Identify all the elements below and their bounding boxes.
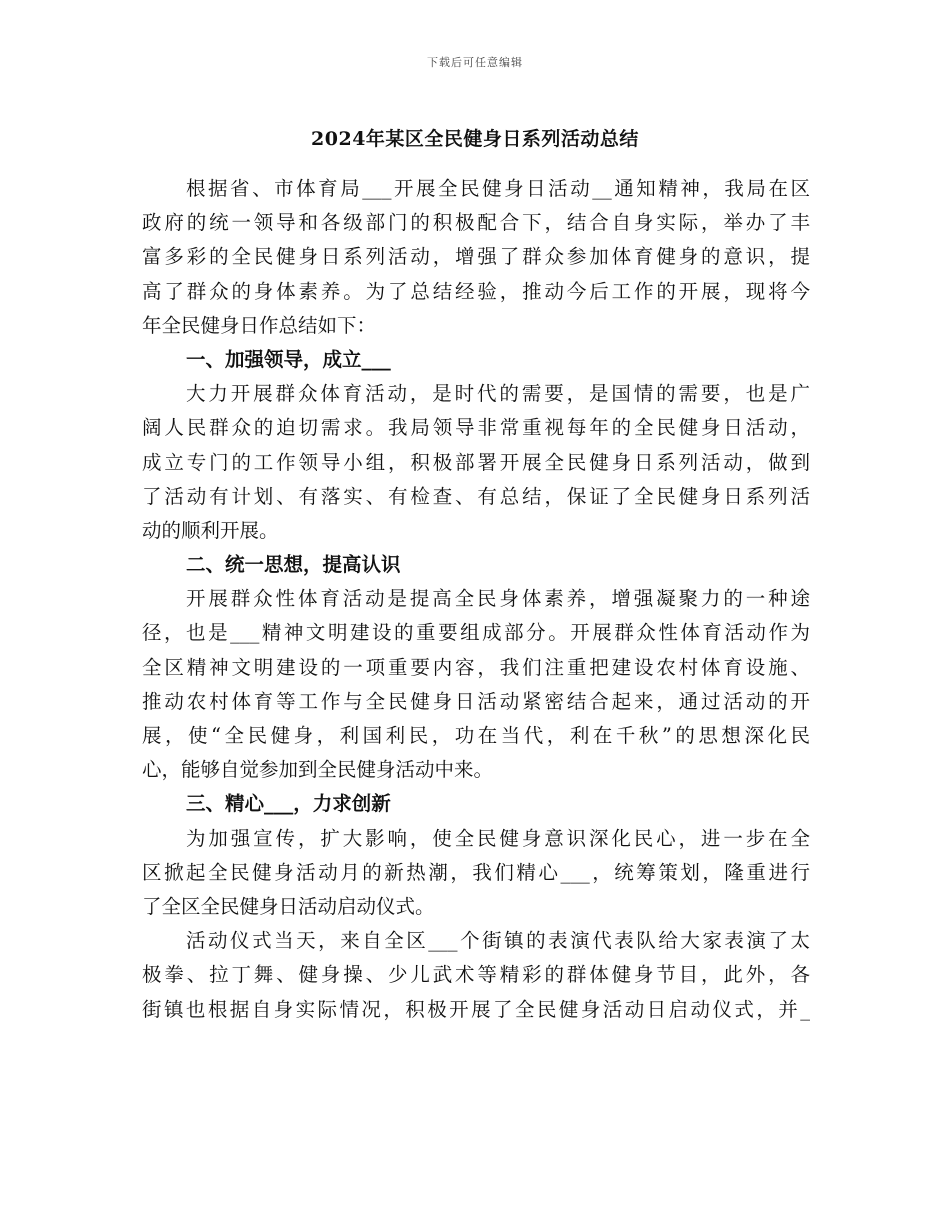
- paragraph-line: 阔人民群众的迫切需求。我局领导非常重视每年的全民健身日活动，: [142, 416, 810, 440]
- paragraph-line: 推动农村体育等工作与全民健身日活动紧密结合起来，通过活动的开: [142, 689, 810, 713]
- paragraph-line: 动的顺利开展。: [142, 518, 279, 542]
- paragraph-line: 政府的统一领导和各级部门的积极配合下，结合自身实际，举办了丰: [142, 211, 810, 235]
- paragraph-line: 根据省、市体育局___开展全民健身日活动__通知精神，我局在区: [186, 177, 810, 200]
- paragraph-line: 开展群众性体育活动是提高全民身体素养，增强凝聚力的一种途: [186, 587, 810, 611]
- paragraph-line: 心，能够自觉参加到全民健身活动中来。: [142, 758, 494, 782]
- paragraph-line: 展，使“全民健身，利国利民，功在当代，利在千秋”的思想深化民: [142, 724, 810, 747]
- paragraph-line: 高了群众的身体素养。为了总结经验，推动今后工作的开展，现将今: [142, 279, 810, 303]
- section-heading: 二、统一思想，提高认识: [186, 553, 401, 577]
- paragraph-line: 全区精神文明建设的一项重要内容，我们注重把建设农村体育设施、: [142, 655, 810, 679]
- paragraph-line: 大力开展群众体育活动，是时代的需要，是国情的需要，也是广: [186, 382, 810, 406]
- paragraph-line: 活动仪式当天，来自全区___个街镇的表演代表队给大家表演了太: [186, 929, 810, 953]
- section-heading: 一、加强领导，成立___: [186, 347, 391, 371]
- document-body: [142, 172, 810, 1027]
- paragraph-line: 富多彩的全民健身日系列活动，增强了群众参加体育健身的意识，提: [142, 245, 810, 269]
- paragraph-line: 街镇也根据自身实际情况，积极开展了全民健身活动日启动仪式，并_: [142, 997, 810, 1021]
- page-header-note: 下载后可任意编辑: [427, 56, 523, 69]
- document-title: 2024年某区全民健身日系列活动总结: [311, 128, 639, 150]
- section-heading: 三、精心___，力求创新: [186, 792, 391, 816]
- paragraph-line: 了活动有计划、有落实、有检查、有总结，保证了全民健身日系列活: [142, 484, 810, 508]
- paragraph-line: 为加强宣传，扩大影响，使全民健身意识深化民心，进一步在全: [186, 826, 810, 850]
- paragraph-line: 了全区全民健身日活动启动仪式。: [142, 894, 435, 918]
- paragraph-line: 区掀起全民健身活动月的新热潮，我们精心___，统筹策划，隆重进行: [142, 860, 810, 884]
- paragraph-line: 径，也是___精神文明建设的重要组成部分。开展群众性体育活动作为: [142, 621, 810, 645]
- paragraph-line: 年全民健身日作总结如下：: [142, 313, 377, 337]
- paragraph-line: 成立专门的工作领导小组，积极部署开展全民健身日系列活动，做到: [142, 450, 810, 474]
- paragraph-line: 极拳、拉丁舞、健身操、少儿武术等精彩的群体健身节目，此外，各: [142, 963, 810, 987]
